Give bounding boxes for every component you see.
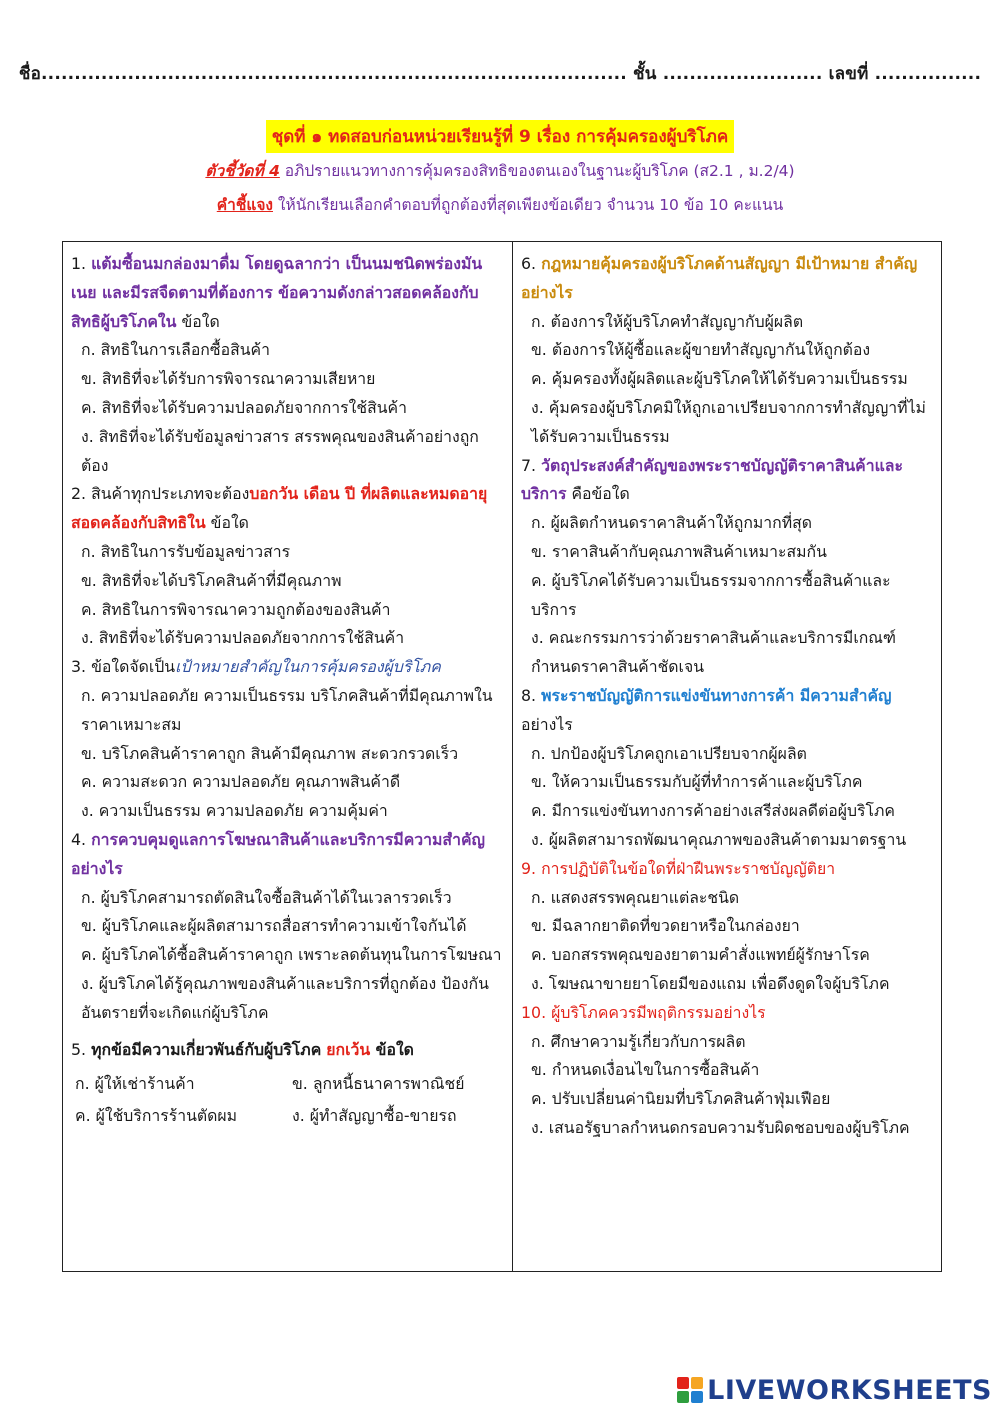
option-d[interactable]: ง. สิทธิที่จะได้รับข้อมูลข่าวสาร สรรพคุณของสินค้าอย่างถูกต้อง (81, 426, 479, 475)
option-a[interactable]: ก. ผู้บริโภคสามารถตัดสินใจซื้อสินค้าได้ในเวลารวดเร็ว (81, 887, 452, 907)
option-c[interactable]: ค. มีการแข่งขันทางการค้าอย่างเสรีส่งผลดีต่อผู้บริโภค (531, 801, 895, 821)
option-c[interactable]: ค. ความสะดวก ความปลอดภัย คุณภาพสินค้าดี (81, 772, 401, 792)
question-text: การปฏิบัติในข้อใดที่ฝ่าฝืนพระราชบัญญัติยา (541, 858, 836, 878)
question-9 (521, 855, 935, 999)
question-text: พระราชบัญญัติการแข่งขันทางการค้า มีความสำคัญ (541, 685, 892, 705)
question-4 (71, 826, 505, 1028)
option-b[interactable]: ข. ลูกหนี้ธนาคารพาณิชย์ (292, 1074, 465, 1094)
option-d[interactable]: ง. ผู้ผลิตสามารถพัฒนาคุณภาพของสินค้าตามมาตรฐาน (531, 829, 907, 849)
option-c[interactable]: ค. ผู้บริโภคได้ซื้อสินค้าราคาถูก เพราะลดต้นทุนในการโฆษณา (81, 945, 502, 965)
option-b[interactable]: ข. มีฉลากยาติดที่ขวดยาหรือในกล่องยา (531, 916, 800, 936)
question-number: 1. (71, 254, 92, 273)
option-c[interactable]: ค. คุ้มครองทั้งผู้ผลิตและผู้บริโภคให้ได้รับความเป็นธรรม (531, 369, 908, 389)
option-b[interactable]: ข. สิทธิที่จะได้บริโภคสินค้าที่มีคุณภาพ (81, 570, 342, 590)
option-d[interactable]: ง. ผู้ทำสัญญาซื้อ-ขายรถ (292, 1106, 457, 1126)
question-number: 3. ข้อใดจัดเป็น (71, 657, 176, 677)
option-d[interactable]: ง. เสนอรัฐบาลกำหนดกรอบความรับผิดชอบของผู้บริโภค (531, 1117, 910, 1137)
option-a[interactable]: ก. ศึกษาความรู้เกี่ยวกับการผลิต (531, 1031, 746, 1051)
question-text: ผู้บริโภคควรมีพฤติกรรมอย่างไร (551, 1002, 766, 1022)
option-b[interactable]: ข. ให้ความเป็นธรรมกับผู้ที่ทำการค้าและผู้บริโภค (531, 772, 863, 792)
question-6 (521, 250, 935, 452)
option-d[interactable]: ง. ผู้บริโภคได้รู้คุณภาพของสินค้าและบริการที่ถูกต้อง ป้องกันอันตรายที่จะเกิดแก่ผู้บริโภค (81, 973, 489, 1022)
option-c[interactable]: ค. บอกสรรพคุณของยาตามคำสั่งแพทย์ผู้รักษาโรค (531, 945, 870, 965)
indicator-text: อภิปรายแนวทางการคุ้มครองสิทธิของตนเองในฐานะผู้บริโภค (ส2.1 , ม.2/4) (279, 162, 795, 180)
worksheet-title: ชุดที่ ๑ ทดสอบก่อนหน่วยเรียนรู้ที่ 9 เรื่อง การคุ้มครองผู้บริโภค (266, 120, 735, 153)
logo-icon (677, 1377, 703, 1403)
question-tail: คือข้อใด (566, 484, 630, 504)
question-2 (71, 480, 505, 653)
question-text: เป้าหมายสำคัญในการคุ้มครองผู้บริโภค (175, 657, 441, 677)
right-column (521, 250, 935, 1143)
option-d[interactable]: ง. โฆษณาขายยาโดยมีของแถม เพื่อดึงดูดใจผู้บริโภค (531, 973, 890, 993)
column-divider (512, 242, 513, 1271)
logo-text: LIVEWORKSHEETS (707, 1374, 992, 1406)
question-text: แต้มซื้อนมกล่องมาดื่ม โดยดูฉลากว่า เป็นนมชนิดพร่องมันเนย และมีรสจืดตามที่ต้องการ ข้อความดังกล่าวสอดคล้องกับสิทธิผู้บริโภคใน (71, 254, 483, 331)
option-b[interactable]: ข. ราคาสินค้ากับคุณภาพสินค้าเหมาะสมกัน (531, 541, 827, 561)
question-text: การควบคุมดูแลการโฆษณาสินค้าและบริการมีความสำคัญอย่างไร (71, 829, 485, 878)
liveworksheets-logo (677, 1373, 992, 1407)
question-7 (521, 452, 935, 682)
question-10 (521, 999, 935, 1143)
question-number: 9. (521, 858, 542, 878)
option-a[interactable]: ก. แสดงสรรพคุณยาแต่ละชนิด (531, 887, 740, 907)
left-column (71, 250, 505, 1132)
option-c[interactable]: ค. ผู้ใช้บริการร้านตัดผม (75, 1106, 238, 1126)
option-c[interactable]: ค. ผู้บริโภคได้รับความเป็นธรรมจากการซื้อสินค้าและบริการ (531, 570, 891, 619)
indicator-label: ตัวชี้วัดที่ 4 (205, 162, 280, 180)
option-b[interactable]: ข. ผู้บริโภคและผู้ผลิตสามารถสื่อสารทำความเข้าใจกันได้ (81, 916, 467, 936)
question-number: 4. (71, 829, 92, 849)
option-a[interactable]: ก. สิทธิในการรับข้อมูลข่าวสาร (81, 541, 291, 561)
student-info-line: ชื่อ........................................................................................ ชั้น ........................ เลขที่ ................ (18, 64, 982, 84)
question-tail: ข้อใด (370, 1039, 414, 1059)
instruction-line (0, 192, 1000, 217)
option-b[interactable]: ข. กำหนดเงื่อนไขในการซื้อสินค้า (531, 1060, 760, 1080)
question-number: 8. (521, 685, 542, 705)
option-a[interactable]: ก. ผู้ผลิตกำหนดราคาสินค้าให้ถูกมากที่สุด (531, 513, 813, 533)
option-d[interactable]: ง. สิทธิที่จะได้รับความปลอดภัยจากการใช้สินค้า (81, 628, 405, 648)
option-a[interactable]: ก. สิทธิในการเลือกซื้อสินค้า (81, 340, 270, 360)
option-c[interactable]: ค. สิทธิในการพิจารณาความถูกต้องของสินค้า (81, 599, 391, 619)
option-b[interactable]: ข. ต้องการให้ผู้ซื้อและผู้ขายทำสัญญากันให้ถูกต้อง (531, 340, 871, 360)
question-text: กฎหมายคุ้มครองผู้บริโภคด้านสัญญา มีเป้าหมาย สำคัญอย่างไร (521, 254, 918, 302)
option-d[interactable]: ง. คณะกรรมการว่าด้วยราคาสินค้าและบริการมีเกณฑ์กำหนดราคาสินค้าชัดเจน (531, 628, 897, 677)
option-a[interactable]: ก. ปกป้องผู้บริโภคถูกเอาเปรียบจากผู้ผลิต (531, 743, 807, 763)
question-3 (71, 653, 505, 826)
question-text: วัตถุประสงค์สำคัญของพระราชบัญญัติราคาสินค้าและบริการ (521, 455, 903, 504)
question-1 (71, 250, 505, 480)
option-c[interactable]: ค. ปรับเปลี่ยนค่านิยมที่บริโภคสินค้าฟุ่มเฟือย (531, 1089, 831, 1109)
option-b[interactable]: ข. บริโภคสินค้าราคาถูก สินค้ามีคุณภาพ สะดวกรวดเร็ว (81, 743, 459, 763)
question-table (62, 241, 942, 1272)
instruction-text: ให้นักเรียนเลือกคำตอบที่ถูกต้องที่สุดเพียงข้อเดียว จำนวน 10 ข้อ 10 คะแนน (273, 196, 784, 214)
except-label: ยกเว้น (326, 1039, 371, 1059)
instruction-label: คำชี้แจง (216, 196, 273, 214)
option-a[interactable]: ก. ความปลอดภัย ความเป็นธรรม บริโภคสินค้าที่มีคุณภาพในราคาเหมาะสม (81, 685, 493, 734)
question-text: บอกวัน เดือน ปี ที่ผลิตและหมดอายุ สอดคล้องกับสิทธิใน (71, 484, 488, 533)
option-grid (71, 1068, 505, 1132)
question-tail: ข้อใด (176, 311, 220, 331)
option-a[interactable]: ก. ผู้ให้เช่าร้านค้า (75, 1074, 195, 1094)
question-number: 5. (71, 1039, 92, 1059)
question-number: 10. (521, 1002, 552, 1022)
question-tail: ข้อใด (205, 513, 249, 533)
option-c[interactable]: ค. สิทธิที่จะได้รับความปลอดภัยจากการใช้สินค้า (81, 397, 407, 417)
option-d[interactable]: ง. ความเป็นธรรม ความปลอดภัย ความคุ้มค่า (81, 801, 388, 821)
indicator-line (0, 158, 1000, 183)
option-b[interactable]: ข. สิทธิที่จะได้รับการพิจารณาความเสียหาย (81, 369, 376, 389)
question-tail: อย่างไร (521, 714, 573, 734)
option-a[interactable]: ก. ต้องการให้ผู้บริโภคทำสัญญากับผู้ผลิต (531, 311, 804, 331)
question-text: ทุกข้อมีความเกี่ยวพันธ์กับผู้บริโภค (91, 1039, 322, 1059)
question-number: 6. (521, 254, 542, 273)
question-number: 7. (521, 455, 542, 475)
question-8 (521, 682, 935, 855)
question-number: 2. สินค้าทุกประเภทจะต้อง (71, 484, 250, 504)
option-d[interactable]: ง. คุ้มครองผู้บริโภคมิให้ถูกเอาเปรียบจากการทำสัญญาที่ไม่ได้รับความเป็นธรรม (531, 397, 926, 446)
question-5 (71, 1036, 505, 1133)
